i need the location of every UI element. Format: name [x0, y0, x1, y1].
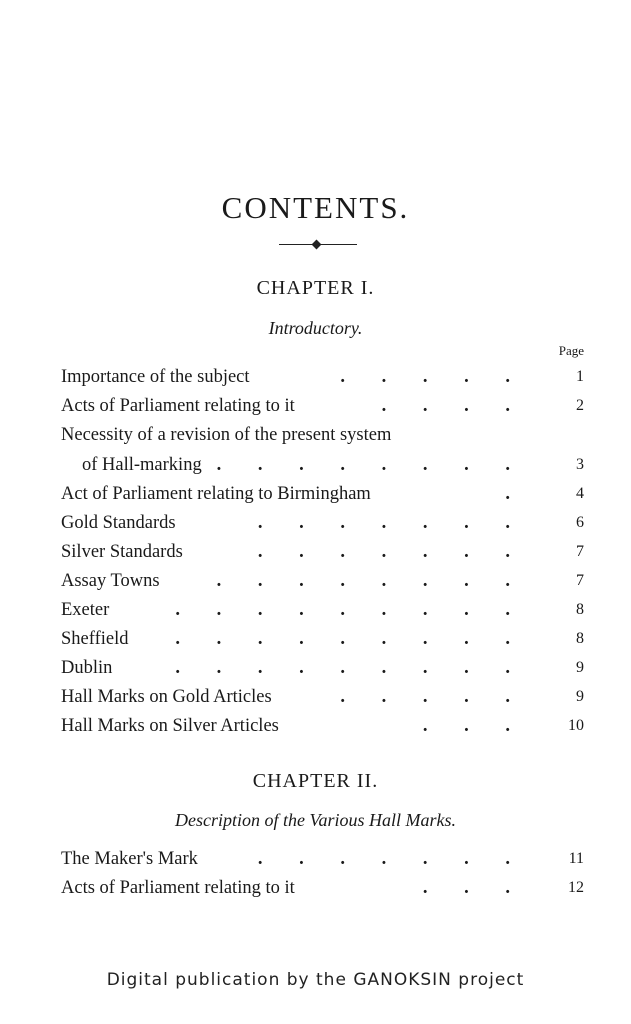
- toc-leader-dots: .: [505, 484, 526, 504]
- ornament-diamond-icon: [312, 240, 322, 250]
- toc-entry: [61, 568, 584, 594]
- toc-entry: [61, 875, 584, 901]
- toc-entry: [61, 539, 584, 565]
- chapter-1-heading: CHAPTER I.: [256, 277, 375, 299]
- toc-leader-dots: . . . . .: [340, 367, 526, 387]
- toc-entry-page: 4: [576, 485, 584, 502]
- toc-entry-label: Act of Parliament relating to Birmingham: [61, 484, 371, 504]
- toc-entry-page: 11: [568, 850, 584, 867]
- chapter-1-subtitle: Introductory.: [268, 318, 363, 338]
- toc-entry-label: The Maker's Mark: [61, 849, 198, 869]
- toc-entry-label: of Hall-marking: [82, 455, 202, 475]
- toc-entry-label: Dublin: [61, 658, 113, 678]
- toc-entry: [61, 422, 584, 448]
- toc-entry-page: 9: [576, 688, 584, 705]
- toc-entry-label: Sheffield: [61, 629, 129, 649]
- toc-entry-label: Hall Marks on Silver Articles: [61, 716, 279, 736]
- toc-entry-page: 7: [576, 572, 584, 589]
- chapter-2-subtitle: Description of the Various Hall Marks.: [175, 810, 456, 830]
- toc-entry-page: 12: [568, 879, 584, 896]
- toc-leader-dots: . . .: [422, 878, 526, 898]
- toc-leader-dots: . . . . . . .: [257, 849, 526, 869]
- toc-entry-page: 3: [576, 456, 584, 473]
- toc-entry: [61, 364, 584, 390]
- toc-leader-dots: . . . . . . . .: [216, 571, 526, 591]
- toc-entry-page: 8: [576, 601, 584, 618]
- toc-entry-page: 2: [576, 397, 584, 414]
- toc-leader-dots: . . .: [422, 716, 526, 736]
- toc-leader-dots: . . . . . . . . .: [175, 629, 526, 649]
- toc-leader-dots: . . . . . . . .: [216, 455, 526, 475]
- toc-entry-page: 7: [576, 543, 584, 560]
- toc-entry-page: 1: [576, 368, 584, 385]
- page-column-label: Page: [558, 343, 584, 358]
- toc-leader-dots: . . . . . . .: [257, 513, 526, 533]
- toc-entry: [61, 684, 584, 710]
- toc-entry-label: Gold Standards: [61, 513, 176, 533]
- toc-entry: [61, 393, 584, 419]
- toc-leader-dots: . . . .: [381, 396, 526, 416]
- toc-entry-page: 9: [576, 659, 584, 676]
- toc-entry: [61, 655, 584, 681]
- toc-entry-label: Exeter: [61, 600, 110, 620]
- chapter-2-heading: CHAPTER II.: [252, 770, 379, 792]
- toc-entry-page: 6: [576, 514, 584, 531]
- toc-leader-dots: . . . . . . . . .: [175, 600, 526, 620]
- toc-entry: [61, 597, 584, 623]
- toc-entry-label: Hall Marks on Gold Articles: [61, 687, 272, 707]
- toc-leader-dots: . . . . . . .: [257, 542, 526, 562]
- toc-entry-page: 10: [568, 717, 584, 734]
- toc-leader-dots: . . . . .: [340, 687, 526, 707]
- footer-credit: Digital publication by the GANOKSIN project: [106, 970, 525, 990]
- toc-entry-label: Acts of Parliament relating to it: [61, 396, 295, 416]
- toc-entry: [61, 510, 584, 536]
- toc-entry-label: Assay Towns: [61, 571, 160, 591]
- toc-entry-page: 8: [576, 630, 584, 647]
- toc-entry: [61, 481, 584, 507]
- toc-entry: [61, 713, 584, 739]
- toc-entry-label: Acts of Parliament relating to it: [61, 878, 295, 898]
- toc-entry: [61, 846, 584, 872]
- toc-entry-label: Silver Standards: [61, 542, 183, 562]
- toc-entry-label: Necessity of a revision of the present system: [61, 425, 392, 445]
- page-title: CONTENTS.: [221, 190, 410, 225]
- toc-entry-label: Importance of the subject: [61, 367, 250, 387]
- toc-leader-dots: . . . . . . . . .: [175, 658, 526, 678]
- toc-entry: [82, 452, 584, 478]
- toc-entry: [61, 626, 584, 652]
